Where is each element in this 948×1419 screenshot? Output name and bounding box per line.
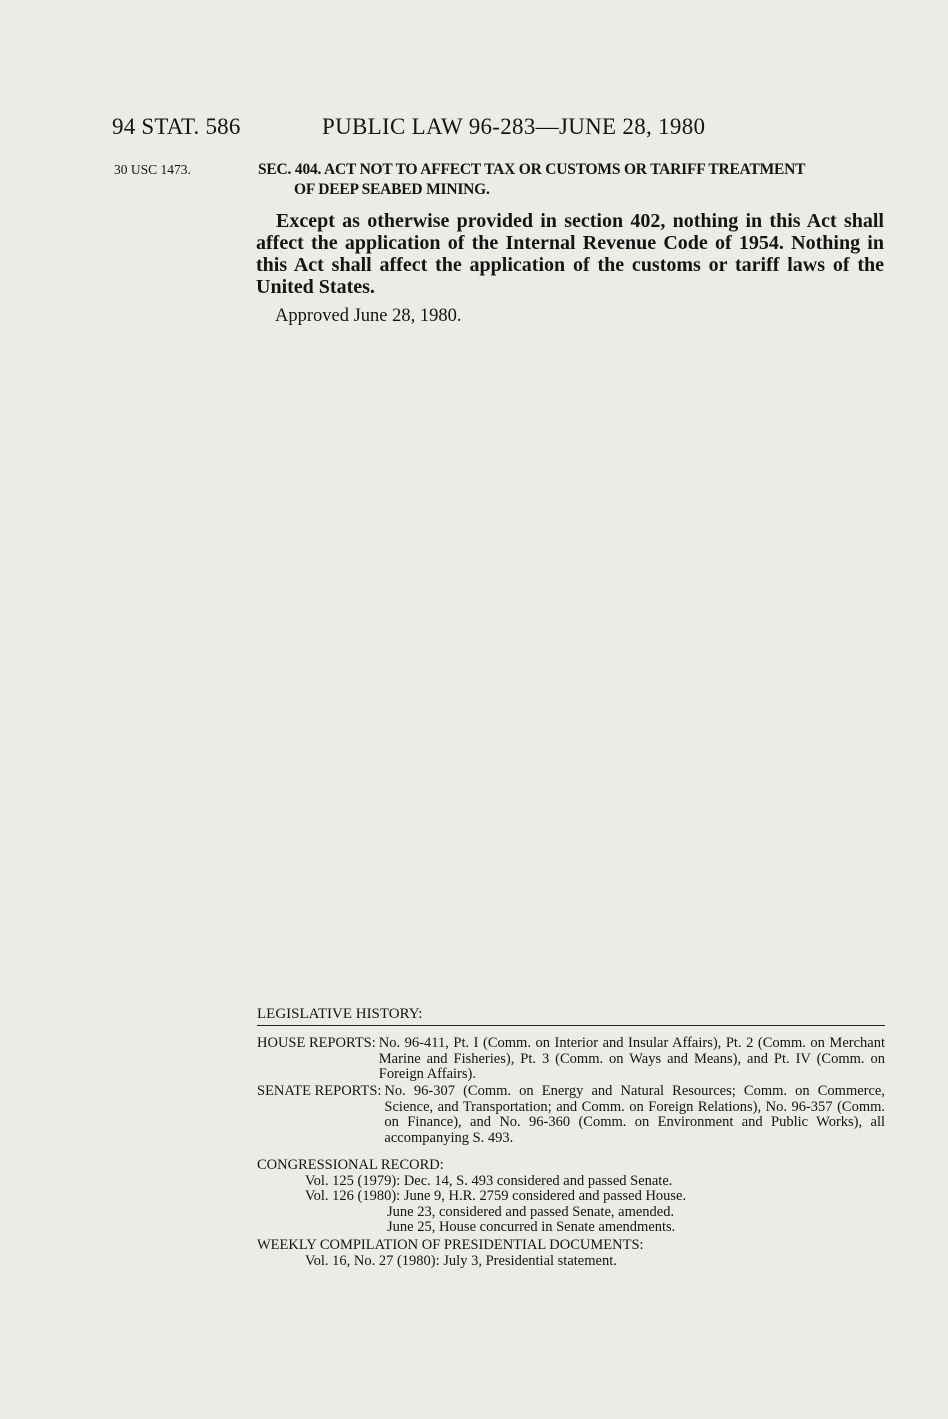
approval-date: Approved June 28, 1980. — [275, 306, 462, 326]
house-reports — [257, 1036, 885, 1083]
congressional-record — [257, 1158, 885, 1236]
section-body: Except as otherwise provided in section 402, nothing in this Act shall affect the application of the Internal Revenue Code of 1954. Nothing in this Act shall affect the application of the customs or tariff laws of the United States. — [256, 210, 884, 298]
house-reports-text: No. 96-411, Pt. I (Comm. on Interior and Insular Affairs), Pt. 2 (Comm. on Merchant Marine and Fisheries), Pt. 3 (Comm. on Ways and Means), and Pt. IV (Comm. on Foreign Affairs). — [378, 1035, 885, 1082]
congressional-record-line: Vol. 125 (1979): Dec. 14, S. 493 considered and passed Senate. — [305, 1172, 673, 1189]
congressional-record-label: CONGRESSIONAL RECORD: — [257, 1157, 444, 1173]
usc-margin-note: 30 USC 1473. — [114, 162, 191, 177]
congressional-record-line: June 25, House concurred in Senate amendments. — [387, 1219, 676, 1235]
legislative-history-title: LEGISLATIVE HISTORY: — [257, 1006, 885, 1026]
section-heading-line-1: SEC. 404. ACT NOT TO AFFECT TAX OR CUSTOMS OR TARIFF TREATMENT — [258, 161, 806, 178]
senate-reports-text: No. 96-307 (Comm. on Energy and Natural Resources; Comm. on Commerce, Science, and Transportation; and Comm. on Foreign Relations), No. 96-357 (Comm. on Finance), and No. 96-360 (Comm. on Environment and Public Works), all accompanying S. 493. — [384, 1083, 885, 1146]
house-reports-label: HOUSE REPORTS: — [257, 1035, 376, 1051]
section-heading-line-2: OF DEEP SEABED MINING. — [294, 181, 490, 198]
public-law-header: PUBLIC LAW 96-283—JUNE 28, 1980 — [322, 114, 706, 139]
congressional-record-line: Vol. 126 (1980): June 9, H.R. 2759 considered and passed House. — [305, 1188, 687, 1204]
weekly-compilation-line: Vol. 16, No. 27 (1980): July 3, Presidential statement. — [305, 1252, 617, 1269]
senate-reports — [257, 1084, 885, 1146]
weekly-compilation — [257, 1238, 885, 1269]
weekly-compilation-label: WEEKLY COMPILATION OF PRESIDENTIAL DOCUMENTS: — [257, 1237, 644, 1253]
senate-reports-label: SENATE REPORTS: — [257, 1083, 382, 1099]
statute-page-number: 94 STAT. 586 — [112, 114, 241, 139]
section-heading — [258, 160, 888, 200]
congressional-record-line: June 23, considered and passed Senate, amended. — [387, 1203, 675, 1220]
